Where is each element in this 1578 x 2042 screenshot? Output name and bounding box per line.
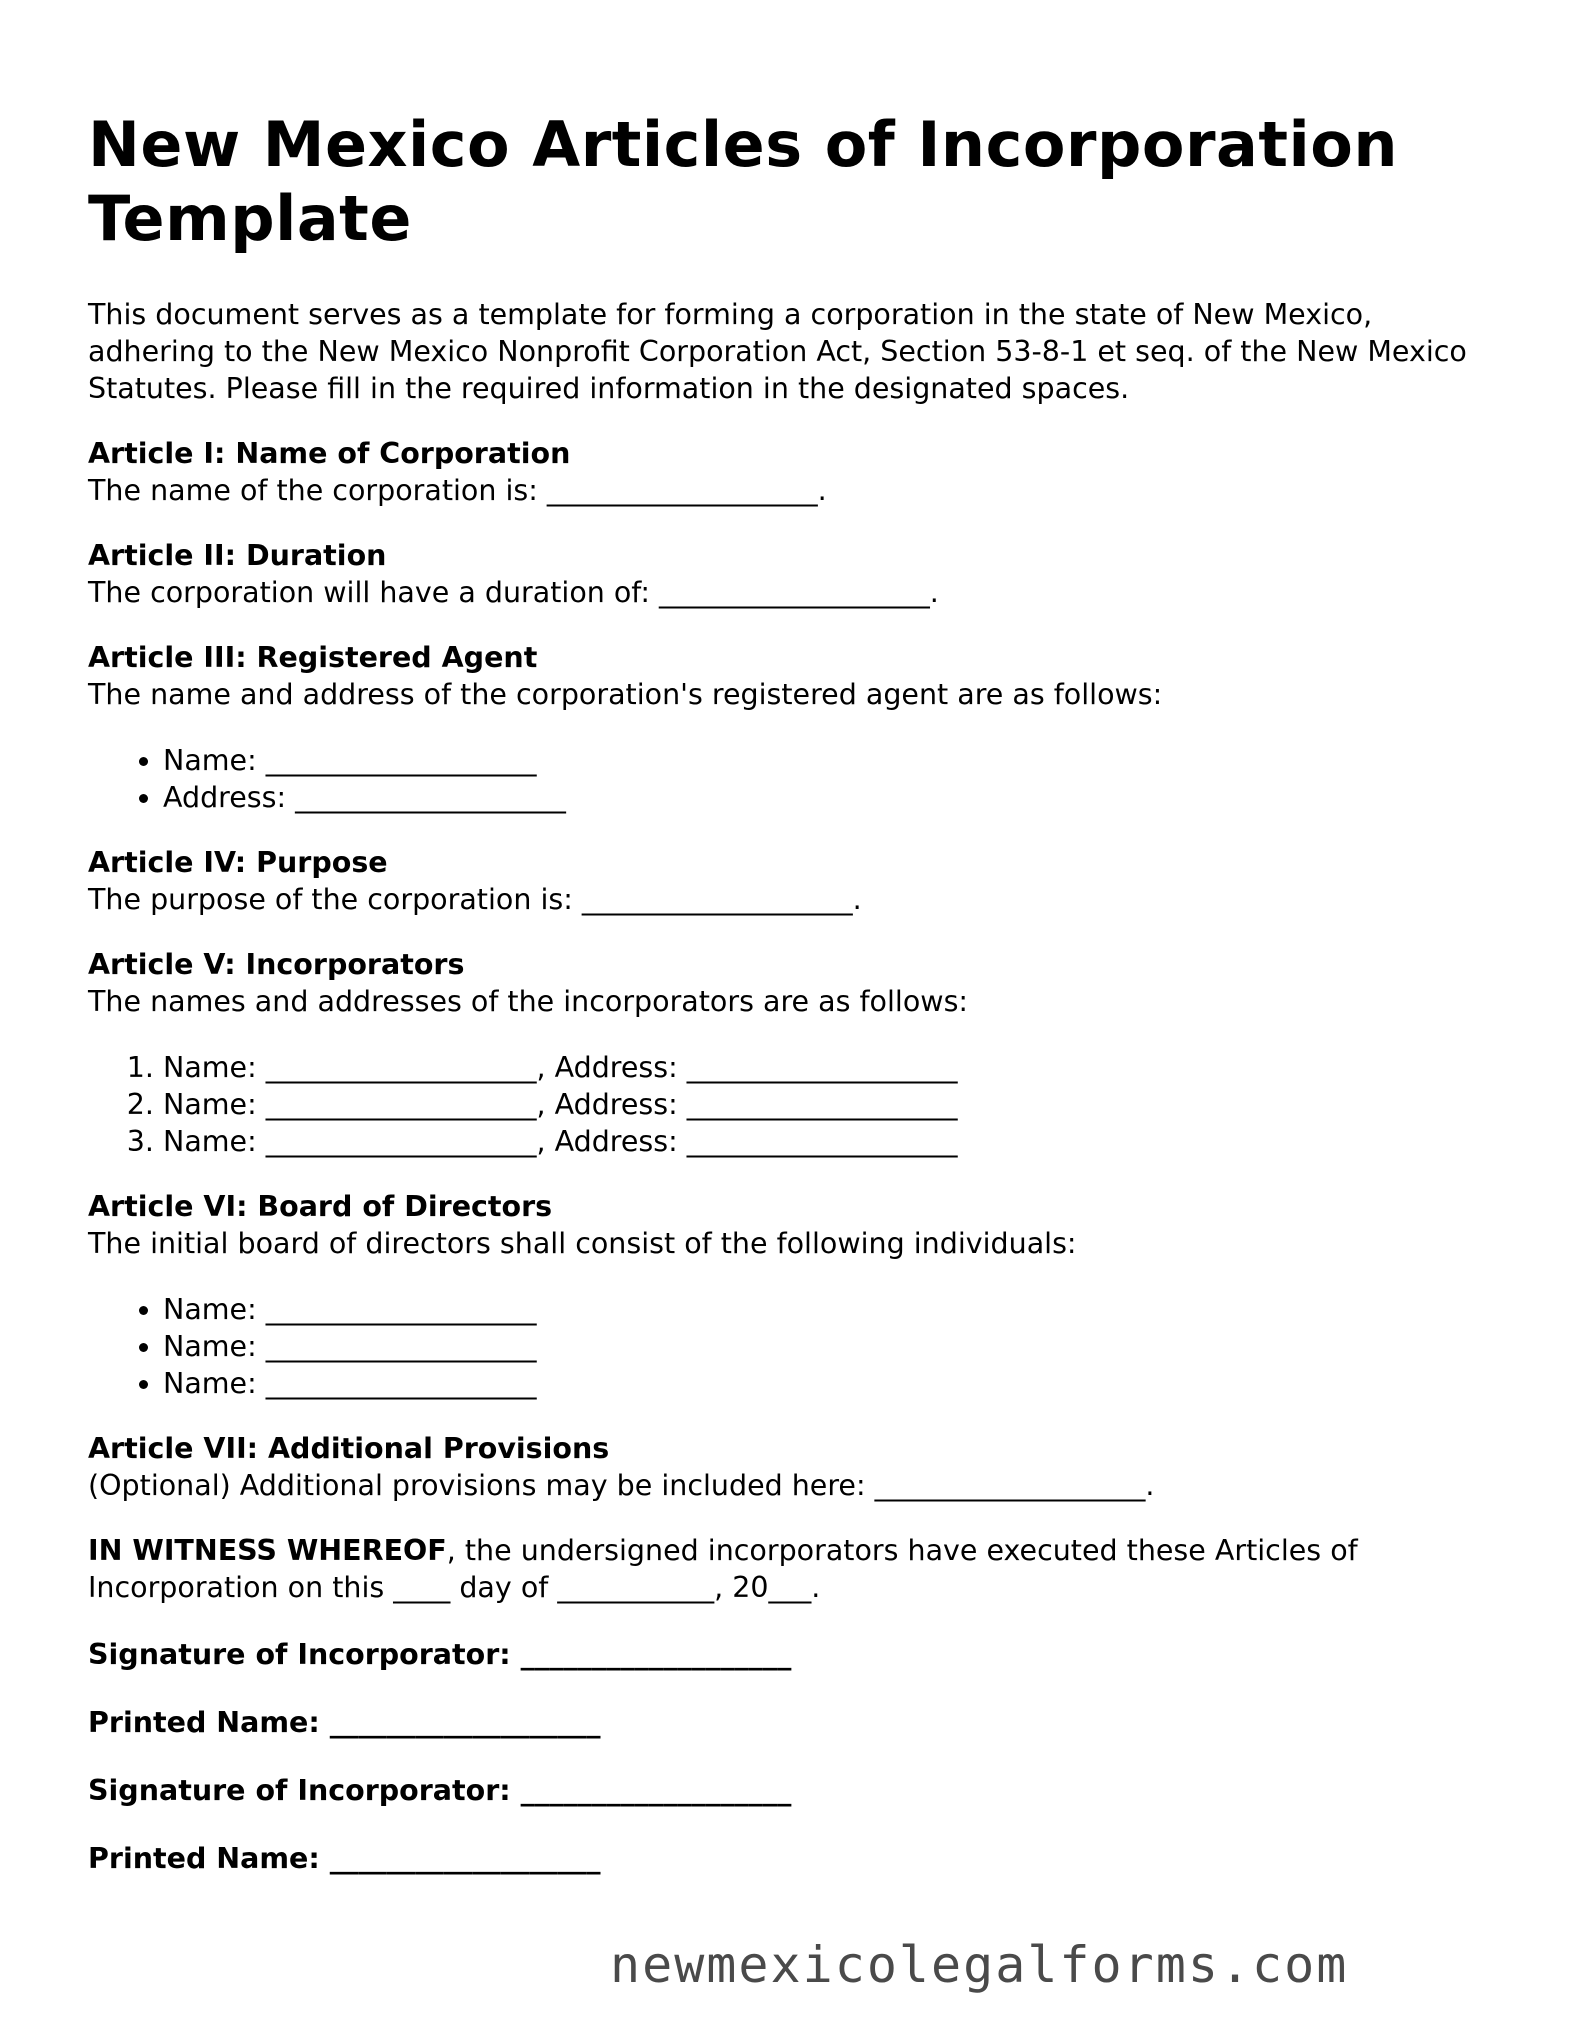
- article-7-text: (Optional) Additional provisions may be included here: ___________________.: [88, 1469, 1155, 1502]
- board-of-directors-list: [88, 1291, 1488, 1402]
- article-5-text: The names and addresses of the incorporators are as follows:: [88, 985, 969, 1018]
- witness-paragraph: [88, 1532, 1488, 1606]
- article-3-heading: Article III: Registered Agent: [88, 641, 538, 674]
- list-item: • Address: ___________________: [163, 779, 1488, 816]
- article-6-section: [88, 1188, 1488, 1402]
- list-item: • Name: ___________________: [163, 742, 1488, 779]
- article-7-section: [88, 1430, 1488, 1504]
- witness-bold: IN WITNESS WHEREOF: [88, 1534, 447, 1567]
- list-item: 1. Name: ___________________, Address: ___________________: [163, 1049, 1488, 1086]
- article-2-text: The corporation will have a duration of: ___________________.: [88, 576, 939, 609]
- article-1-heading: Article I: Name of Corporation: [88, 437, 571, 470]
- article-1-text: The name of the corporation is: ___________________.: [88, 474, 827, 507]
- witness-rest: , the undersigned incorporators have executed these Articles of Incorporation on this ____ day of ___________, 20___.: [88, 1534, 1358, 1604]
- signature-line-1: Signature of Incorporator: ___________________: [88, 1638, 792, 1671]
- article-6-text: The initial board of directors shall consist of the following individuals:: [88, 1227, 1077, 1260]
- printed-name-line-1: Printed Name: ___________________: [88, 1706, 601, 1739]
- article-4-heading: Article IV: Purpose: [88, 846, 388, 879]
- list-item: 2. Name: ___________________, Address: ___________________: [163, 1086, 1488, 1123]
- printed-name-line-2: Printed Name: ___________________: [88, 1842, 601, 1875]
- article-7-heading: Article VII: Additional Provisions: [88, 1432, 610, 1465]
- document-page: [88, 108, 1488, 1908]
- article-4-section: [88, 844, 1488, 918]
- intro-paragraph: This document serves as a template for forming a corporation in the state of New Mexico, adhering to the New Mexico Nonprofit Corporation Act, Section 53-8-1 et seq. of the New Mexico Statutes. Please fill in the required information in the designated spaces.: [88, 298, 1467, 405]
- article-2-heading: Article II: Duration: [88, 539, 387, 572]
- article-3-text: The name and address of the corporation's registered agent are as follows:: [88, 678, 1163, 711]
- list-item: • Name: ___________________: [163, 1365, 1488, 1402]
- list-item: 3. Name: ___________________, Address: ___________________: [163, 1123, 1488, 1160]
- list-item: • Name: ___________________: [163, 1328, 1488, 1365]
- watermark-url: newmexicolegalforms.com: [610, 1936, 1349, 1994]
- article-6-heading: Article VI: Board of Directors: [88, 1190, 553, 1223]
- article-1-section: [88, 435, 1488, 509]
- list-item: • Name: ___________________: [163, 1291, 1488, 1328]
- signature-line-2: Signature of Incorporator: ___________________: [88, 1774, 792, 1807]
- incorporators-list: [88, 1049, 1488, 1160]
- article-2-section: [88, 537, 1488, 611]
- registered-agent-list: [88, 742, 1488, 816]
- page-title: New Mexico Articles of Incorporation Template: [88, 108, 1399, 255]
- article-5-heading: Article V: Incorporators: [88, 948, 465, 981]
- article-3-section: [88, 639, 1488, 816]
- article-5-section: [88, 946, 1488, 1160]
- article-4-text: The purpose of the corporation is: ___________________.: [88, 883, 862, 916]
